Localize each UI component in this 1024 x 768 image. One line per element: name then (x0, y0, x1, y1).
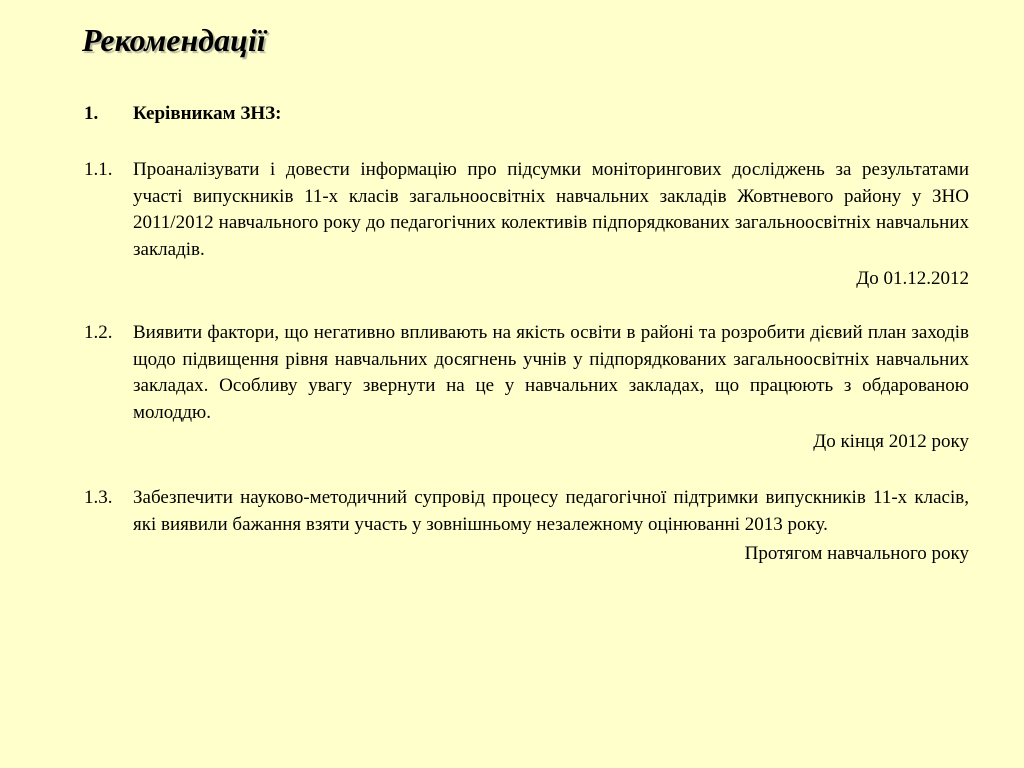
item-number: 1.3. (84, 487, 113, 508)
section-label: Керівникам ЗНЗ: (133, 103, 282, 124)
section-heading (84, 103, 282, 125)
item-deadline: До 01.12.2012 (856, 268, 969, 289)
item-deadline: Протягом навчального року (744, 543, 969, 564)
item-number: 1.2. (84, 322, 113, 343)
item-text: Забезпечити науково-методичний супровід процесу педагогічної підтримки випускників 11-х класів, які виявили бажання взяти участь у зовнішньому незалежному оцінюванні 2013 року. (133, 487, 969, 535)
recommendation-item-1-2 (84, 320, 969, 456)
recommendation-item-1-1 (84, 157, 969, 293)
item-deadline: До кінця 2012 року (813, 431, 969, 452)
recommendation-item-1-3 (84, 485, 969, 568)
page-title: Рекомендації (82, 22, 266, 58)
item-number: 1.1. (84, 159, 113, 180)
section-number: 1. (84, 103, 99, 124)
item-text: Проаналізувати і довести інформацію про підсумки моніторингових досліджень за результатами участі випускників 11-х класів загальноосвітніх навчальних закладів Жовтневого району у ЗНО 2011/2012 навчального року до педагогічних колективів підпорядкованих загальноосвітніх навчальних закладів. (133, 159, 969, 260)
item-text: Виявити фактори, що негативно впливають на якість освіти в районі та розробити дієвий план заходів щодо підвищення рівня навчальних досягнень учнів у підпорядкованих загальноосвітніх навчальних закладах. Особливу увагу звернути на це у навчальних закладах, що працюють з обдарованою молоддю. (133, 322, 969, 423)
